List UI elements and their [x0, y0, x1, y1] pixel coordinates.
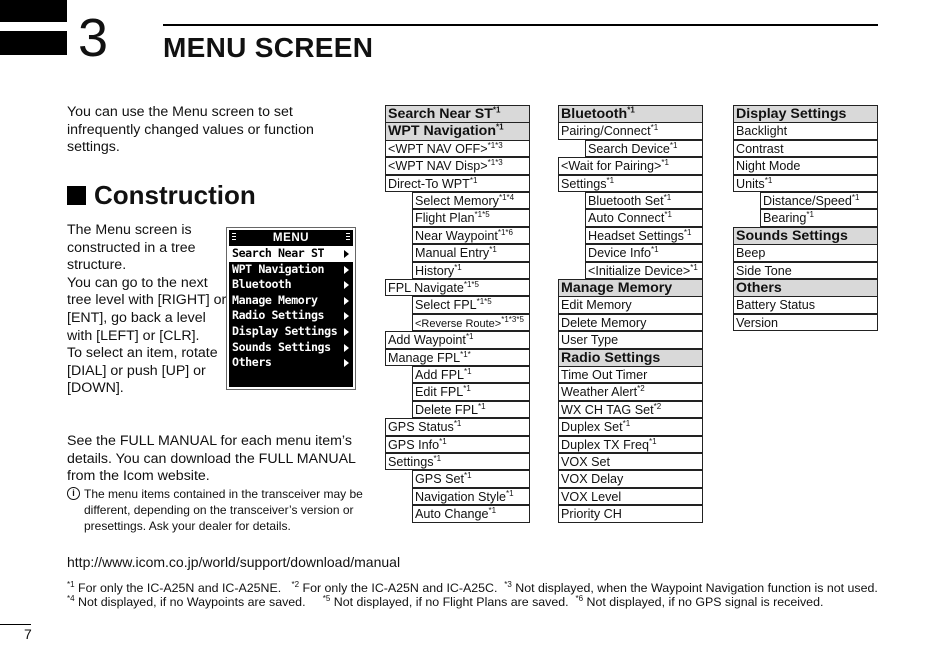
menu-tree-label: Contrast — [736, 141, 784, 156]
manual-url[interactable]: http://www.icom.co.jp/world/support/download/manual — [67, 554, 401, 570]
menu-tree-item — [412, 366, 530, 383]
menu-tree-label: VOX Level — [561, 489, 622, 504]
lcd-menu-item-label: WPT Navigation — [232, 261, 325, 276]
arrow-right-icon — [344, 359, 349, 367]
tree-description — [67, 222, 227, 398]
menu-tree-category — [385, 122, 530, 140]
menu-tree-item — [558, 488, 703, 505]
menu-tree-label: VOX Delay — [561, 472, 624, 487]
menu-tree-item — [733, 296, 878, 313]
footnote-marker: *1 — [463, 384, 471, 394]
menu-tree-label: Version — [736, 315, 779, 330]
menu-tree-label: GPS Info — [388, 437, 440, 452]
menu-tree-label: Search Device — [588, 141, 670, 156]
footnote-marker: *2 — [291, 579, 300, 589]
menu-screen-illustration — [226, 227, 356, 390]
menu-tree-label: VOX Set — [561, 455, 610, 469]
menu-tree-item — [385, 453, 530, 470]
footnote-text: Not displayed, if no Flight Plans are saved. — [330, 595, 576, 609]
footnote-marker: *1 — [464, 471, 472, 481]
menu-tree-label: Auto Change — [415, 507, 489, 522]
footnote-marker: *6 — [575, 593, 584, 603]
menu-tree-label: Distance/Speed — [763, 194, 852, 208]
menu-tree-item — [558, 401, 703, 418]
menu-tree-label: GPS Status — [388, 420, 454, 435]
footnote-marker: *1 — [488, 506, 497, 515]
footnote-text: Not displayed, if no Waypoints are saved. — [74, 595, 323, 609]
arrow-right-icon — [344, 250, 349, 258]
lcd-menu-item-label: Bluetooth — [232, 277, 292, 292]
menu-tree-item — [733, 244, 878, 261]
lcd-header — [229, 230, 353, 246]
footnote-marker: *1 — [492, 105, 501, 115]
menu-tree-label: <WPT NAV Disp> — [388, 159, 488, 174]
footnote-marker: *1 — [650, 123, 659, 133]
menu-tree-label: Units — [736, 176, 765, 191]
footnote-marker: *1* — [460, 349, 471, 359]
footnote-marker: *1 — [648, 436, 657, 446]
lcd-menu-item — [229, 277, 353, 293]
footnote-marker: *1*3 — [487, 158, 503, 167]
full-manual-paragraph: See the FULL MANUAL for each menu item’s details. You can download the FULL MANUAL from the Icom website. — [67, 433, 356, 485]
menu-tree-item — [760, 192, 878, 209]
menu-tree-item — [558, 383, 703, 400]
menu-tree-label: Time Out Timer — [561, 368, 648, 382]
footnote-marker: *5 — [322, 593, 331, 603]
menu-tree-item — [385, 349, 530, 366]
menu-tree-item — [412, 401, 530, 418]
intro-paragraph: You can use the Menu screen to set infrequently changed values or function settings. — [67, 104, 314, 156]
menu-tree-category — [558, 105, 703, 123]
menu-tree-label: Bluetooth — [561, 106, 628, 122]
footnote-marker: *1*3 — [487, 140, 503, 150]
arrow-right-icon — [344, 344, 349, 352]
menu-tree-label: Add FPL — [415, 368, 465, 382]
tree-desc-line: The Menu screen is constructed in a tree structure. — [67, 222, 196, 274]
tree-desc-line: To select an item, rotate [DIAL] or push [UP] or [DOWN]. — [67, 345, 218, 397]
chapter-tab-bar — [0, 0, 67, 22]
footnote-marker: *1 — [663, 192, 672, 202]
menu-tree-label: Manual Entry — [415, 246, 490, 261]
menu-tree-category — [558, 349, 703, 367]
menu-tree-item — [412, 505, 530, 522]
footnote-marker: *1 — [433, 453, 442, 463]
footnote-marker: *1 — [465, 332, 474, 341]
menu-tree-item — [558, 470, 703, 487]
menu-tree-item — [412, 470, 530, 487]
lcd-menu-item — [229, 340, 353, 356]
menu-tree-label: Auto Connect — [588, 211, 665, 226]
lcd-menu-item — [229, 324, 353, 340]
footnote-marker: *2 — [637, 384, 645, 394]
menu-tree-item — [733, 140, 878, 157]
menu-tree-item — [412, 383, 530, 400]
footnote-marker: *2 — [653, 401, 662, 411]
menu-tree-label: Near Waypoint — [415, 228, 498, 243]
lcd-menu-item-label: Others — [232, 355, 272, 370]
footnote-marker: *1 — [806, 210, 814, 220]
menu-tree-label: Search Near ST — [388, 106, 493, 122]
footnote-marker: *1 — [439, 436, 447, 446]
menu-tree-item — [385, 140, 530, 157]
menu-tree-item — [585, 209, 703, 226]
section-title: Construction — [94, 180, 256, 210]
menu-tree-item — [558, 418, 703, 435]
menu-tree-label: Manage Memory — [561, 280, 673, 296]
footnote-marker: *1 — [683, 227, 692, 237]
lcd-menu-item-label: Search Near ST — [232, 246, 325, 260]
menu-tree-item — [733, 157, 878, 174]
section-heading — [67, 178, 256, 212]
footnote-marker: *1 — [606, 175, 615, 185]
tree-desc-line: You can go to the next tree level with [RIGHT] or [ENT], go back a level with [LEFT] or [CLR]. — [67, 274, 227, 344]
menu-tree-category — [558, 279, 703, 297]
menu-tree-label: Others — [736, 280, 782, 296]
menu-tree-item — [733, 122, 878, 139]
menu-tree-category — [733, 227, 878, 245]
menu-tree-label: <Reverse Route> — [415, 317, 502, 330]
arrow-right-icon — [344, 281, 349, 289]
footnote-marker: *1 — [469, 175, 478, 185]
menu-tree-item — [385, 331, 530, 348]
menu-tree-label: <Initialize Device> — [588, 263, 691, 278]
menu-tree-label: History — [415, 263, 455, 278]
menu-tree-item — [558, 505, 703, 522]
footnote-marker: *1 — [464, 366, 472, 376]
footnote-marker: *1 — [478, 401, 486, 411]
menu-tree-label: Beep — [736, 246, 766, 261]
footnote-text: Not displayed, when the Waypoint Navigation function is not used. — [511, 581, 878, 595]
menu-tree-label: <Wait for Pairing> — [561, 159, 662, 174]
menu-tree-item — [558, 175, 703, 192]
arrow-right-icon — [344, 297, 349, 305]
menu-tree-item — [385, 175, 530, 192]
footnote-marker: *1*5 — [474, 210, 490, 220]
menu-tree-label: Edit Memory — [561, 298, 632, 313]
menu-tree-label: FPL Navigate — [388, 281, 464, 295]
menu-tree-item — [558, 296, 703, 313]
menu-tree-label: Sounds Settings — [736, 227, 848, 244]
lcd-menu-item-label: Manage Memory — [232, 292, 318, 307]
menu-tree-label: <WPT NAV OFF> — [388, 141, 488, 156]
footnote-marker: *1 — [454, 262, 462, 272]
menu-tree-label: GPS Set — [415, 472, 464, 487]
menu-tree-label: Backlight — [736, 124, 788, 139]
title-rule — [163, 24, 878, 26]
menu-tree-category — [733, 105, 878, 123]
menu-tree-label: User Type — [561, 333, 619, 348]
footnote-marker: *1*5 — [463, 279, 479, 289]
footnote-marker: *1 — [506, 488, 514, 498]
menu-tree-label: Select FPL — [415, 298, 477, 313]
chapter-tab-bar — [0, 31, 67, 55]
menu-tree-label: Pairing/Connect — [561, 124, 651, 139]
menu-tree-label: Bluetooth Set — [588, 194, 664, 208]
menu-tree-item — [585, 262, 703, 279]
note-text: The menu items contained in the transceiver may be different, depending on the transceiver’s version or presettings. Ask your dealer for details. — [84, 487, 363, 533]
menu-tree-label: Radio Settings — [561, 349, 661, 366]
menu-tree-label: Weather Alert — [561, 385, 638, 400]
menu-tree-item — [733, 314, 878, 331]
scroll-marker-icon — [232, 233, 236, 242]
menu-tree-item — [558, 366, 703, 383]
footnote-marker: *1 — [453, 419, 462, 428]
menu-tree-label: Add Waypoint — [388, 333, 466, 348]
scroll-marker-icon — [346, 233, 350, 242]
footnote-marker: *1 — [496, 122, 504, 132]
lcd-display — [229, 230, 353, 387]
footnote-marker: *1 — [764, 175, 773, 185]
chapter-number: 3 — [78, 8, 109, 68]
chapter-title: MENU SCREEN — [163, 32, 374, 63]
menu-tree-item — [733, 262, 878, 279]
footnote-text: For only the IC-A25N and IC-A25C. — [299, 581, 505, 595]
menu-tree-label: WPT Navigation — [388, 123, 496, 140]
menu-tree-item — [385, 418, 530, 435]
menu-tree-label: Display Settings — [736, 106, 847, 122]
menu-tree-item — [385, 157, 530, 174]
lcd-menu-item — [229, 293, 353, 309]
square-bullet-icon — [67, 186, 86, 205]
footnote-marker: *1*5 — [476, 297, 492, 307]
menu-tree-item — [412, 192, 530, 209]
footnote-marker: *1 — [669, 140, 678, 150]
arrow-right-icon — [344, 266, 349, 274]
footnote-marker: *1 — [690, 262, 698, 272]
menu-tree-label: Device Info — [588, 246, 651, 261]
arrow-right-icon — [344, 328, 349, 336]
menu-tree-item — [558, 331, 703, 348]
lcd-menu-item-label: Radio Settings — [232, 308, 325, 323]
menu-tree-label: Edit FPL — [415, 385, 464, 400]
menu-tree-label: Delete FPL — [415, 402, 478, 417]
lcd-menu-item-label: Sounds Settings — [232, 339, 331, 354]
footnote-marker: *1 — [651, 245, 659, 254]
footnote-marker: *1*6 — [497, 227, 513, 237]
menu-tree-label: Duplex TX Freq — [561, 437, 649, 452]
lcd-menu-item — [229, 308, 353, 324]
menu-tree-item — [558, 157, 703, 174]
note — [67, 486, 367, 534]
menu-tree-label: WX CH TAG Set — [561, 402, 654, 417]
menu-tree-item — [558, 314, 703, 331]
arrow-right-icon — [344, 312, 349, 320]
menu-tree-label: Duplex Set — [561, 420, 623, 435]
page-number: 7 — [24, 626, 32, 642]
menu-tree-category — [385, 105, 530, 123]
menu-tree-label: Priority CH — [561, 507, 622, 522]
menu-tree-item — [412, 227, 530, 244]
menu-tree-item — [760, 209, 878, 226]
menu-tree-label: Headset Settings — [588, 228, 684, 243]
footnote-marker: *1 — [851, 192, 860, 202]
menu-tree-label: Battery Status — [736, 298, 816, 313]
footnote-marker: *1 — [489, 245, 497, 254]
menu-tree-item — [585, 244, 703, 261]
menu-tree-label: Navigation Style — [415, 489, 507, 504]
footnote-marker: *3 — [504, 579, 512, 589]
menu-tree-item — [585, 140, 703, 157]
menu-tree-item — [585, 227, 703, 244]
menu-tree-item — [585, 192, 703, 209]
menu-tree-item — [412, 296, 530, 313]
menu-tree-item — [385, 436, 530, 453]
lcd-menu-list — [229, 246, 353, 371]
footnote-marker: *1 — [622, 419, 631, 428]
menu-tree-item — [412, 488, 530, 505]
menu-tree-item — [558, 436, 703, 453]
footnote-line-1 — [67, 581, 878, 596]
menu-tree-label: Settings — [388, 455, 434, 469]
footnote-marker: *1*3*5 — [501, 314, 524, 324]
menu-tree-item — [558, 453, 703, 470]
menu-tree-item — [558, 122, 703, 139]
menu-tree-item — [412, 209, 530, 226]
menu-tree-item — [412, 262, 530, 279]
menu-tree-label: Select Memory — [415, 194, 499, 208]
footnote-marker: *1*4 — [498, 192, 515, 202]
footnote-marker: *1 — [627, 105, 635, 115]
menu-tree-item — [412, 244, 530, 261]
menu-tree-label: Bearing — [763, 211, 807, 226]
info-icon: i — [67, 487, 80, 500]
footnote-marker: *4 — [67, 593, 75, 603]
footnote-text: Not displayed, if no GPS signal is received. — [583, 595, 824, 609]
footnote-marker: *1 — [661, 158, 669, 167]
menu-tree-label: Settings — [561, 176, 607, 191]
menu-tree-label: Side Tone — [736, 263, 792, 278]
footnote-line-2 — [67, 595, 823, 610]
lcd-menu-item — [229, 355, 353, 371]
menu-tree-category — [733, 279, 878, 297]
lcd-menu-item — [229, 246, 353, 262]
menu-tree-label: Delete Memory — [561, 315, 647, 330]
lcd-menu-item — [229, 262, 353, 278]
menu-tree-label: Flight Plan — [415, 211, 475, 226]
menu-tree-item — [733, 175, 878, 192]
menu-tree-label: Manage FPL — [388, 350, 461, 365]
menu-tree-label: Night Mode — [736, 159, 801, 174]
menu-tree-item — [412, 314, 530, 331]
footnote-marker: *1 — [67, 579, 75, 589]
footnote-text: For only the IC-A25N and IC-A25NE. — [74, 581, 292, 595]
menu-tree-label: Direct-To WPT — [388, 176, 470, 191]
lcd-menu-item-label: Display Settings — [232, 323, 338, 338]
footnote-marker: *1 — [664, 210, 672, 220]
menu-tree-item — [385, 279, 530, 296]
lcd-title: MENU — [272, 231, 310, 244]
